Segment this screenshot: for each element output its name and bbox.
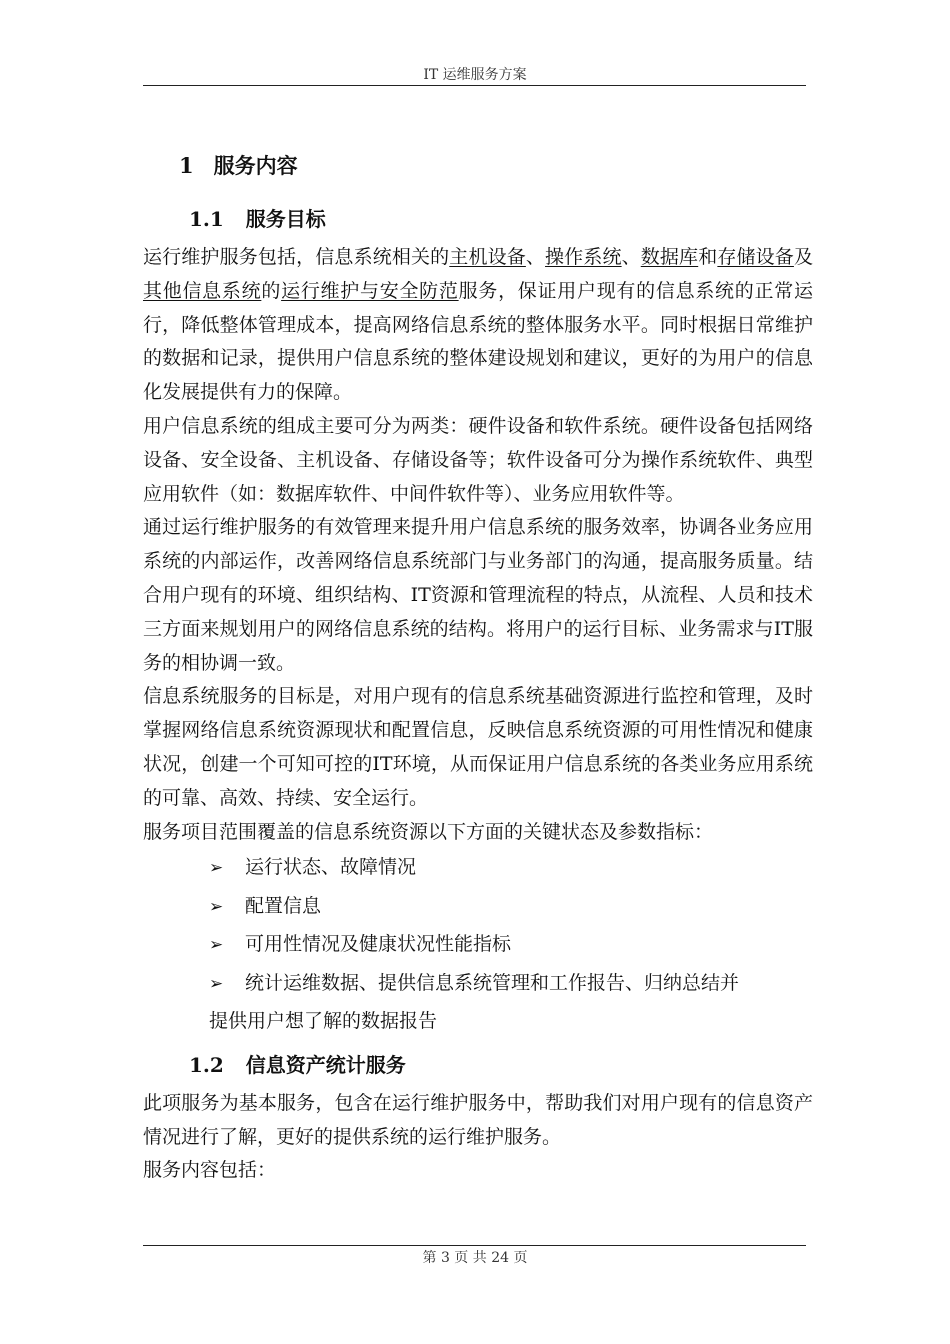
section-title: 服务目标 [245, 207, 326, 231]
paragraph-system-composition: 用户信息系统的组成主要可分为两类：硬件设备和软件系统。硬件设备包括网络设备、安全设备、主机设备、存储设备等；软件设备可分为操作系统软件、典型应用软件（如：数据库软件、中间件软件等）、业务应用软件等。 [143, 414, 813, 505]
paragraph-asset-service: 此项服务为基本服务，包含在运行维护服务中，帮助我们对用户现有的信息资产情况进行了解，更好的提供系统的运行维护服务。 [143, 1091, 813, 1148]
section-title: 信息资产统计服务 [245, 1052, 406, 1077]
paragraph-service-efficiency: 通过运行维护服务的有效管理来提升用户信息系统的服务效率，协调各业务应用系统的内部运作，改善网络信息系统部门与业务部门的沟通，提高服务质量。结合用户现有的环境、组织结构、IT资源和管理流程的特点，从流程、人员和技术三方面来规划用户的网络信息系统的结构。将用户的运行目标、业务需求与IT服务的相协调一致。 [143, 516, 813, 674]
list-item: ➢ 可用性情况及健康状况性能指标 [143, 926, 813, 965]
section-number: 1.2 [189, 1052, 224, 1077]
arrow-bullet-icon: ➢ [209, 896, 224, 917]
link-operating-system[interactable]: 操作系统 [545, 246, 622, 268]
paragraph-service-contents: 服务内容包括： [143, 1159, 277, 1182]
arrow-bullet-icon: ➢ [209, 935, 224, 956]
link-database[interactable]: 数据库 [640, 246, 699, 268]
section-heading-1-1 [143, 197, 813, 241]
section-number: 1 [179, 153, 194, 178]
paragraph-service-scope: 运行维护服务包括，信息系统相关的主机设备、操作系统、数据库和存储设备及其他信息系统的运行维护与安全防范服务，保证用户现有的信息系统的正常运行，降低整体管理成本，提高网络信息系统的整体服务水平。同时根据日常维护的数据和记录，提供用户信息系统的整体建设规划和建议，更好的为用户的信息化发展提供有力的保障。 [143, 246, 813, 404]
page-body [143, 142, 813, 1188]
link-storage-device[interactable]: 存储设备 [717, 246, 794, 268]
arrow-bullet-icon: ➢ [209, 973, 224, 994]
list-item: ➢ 运行状态、故障情况 [143, 849, 813, 888]
header-rule [143, 85, 806, 86]
header-title: IT 运维服务方案 [423, 67, 527, 83]
paragraph-scope-intro: 服务项目范围覆盖的信息系统资源以下方面的关键状态及参数指标： [143, 820, 714, 843]
link-other-systems[interactable]: 其他信息系统 [143, 279, 262, 302]
page-number: 第 3 页 共 24 页 [422, 1250, 528, 1266]
list-item: ➢ 配置信息 [143, 888, 813, 927]
list-item: ➢ 统计运维数据、提供信息系统管理和工作报告、归纳总结并 [143, 965, 813, 1004]
arrow-bullet-icon: ➢ [209, 858, 224, 879]
section-title: 服务内容 [213, 153, 298, 178]
section-heading-1 [143, 142, 813, 190]
paragraph-service-goal: 信息系统服务的目标是，对用户现有的信息系统基础资源进行监控和管理，及时掌握网络信息系统资源现状和配置信息，反映信息系统资源的可用性情况和健康状况，创建一个可知可控的IT环境，从而保证用户信息系统的各类业务应用系统的可靠、高效、持续、安全运行。 [143, 685, 813, 809]
list-item-continuation: 提供用户想了解的数据报告 [209, 1010, 438, 1033]
link-ops-security[interactable]: 运行维护与安全防范 [281, 279, 459, 302]
footer-rule [143, 1245, 806, 1246]
link-host-device[interactable]: 主机设备 [449, 246, 526, 268]
section-number: 1.1 [189, 207, 224, 231]
section-heading-1-2 [143, 1043, 813, 1087]
